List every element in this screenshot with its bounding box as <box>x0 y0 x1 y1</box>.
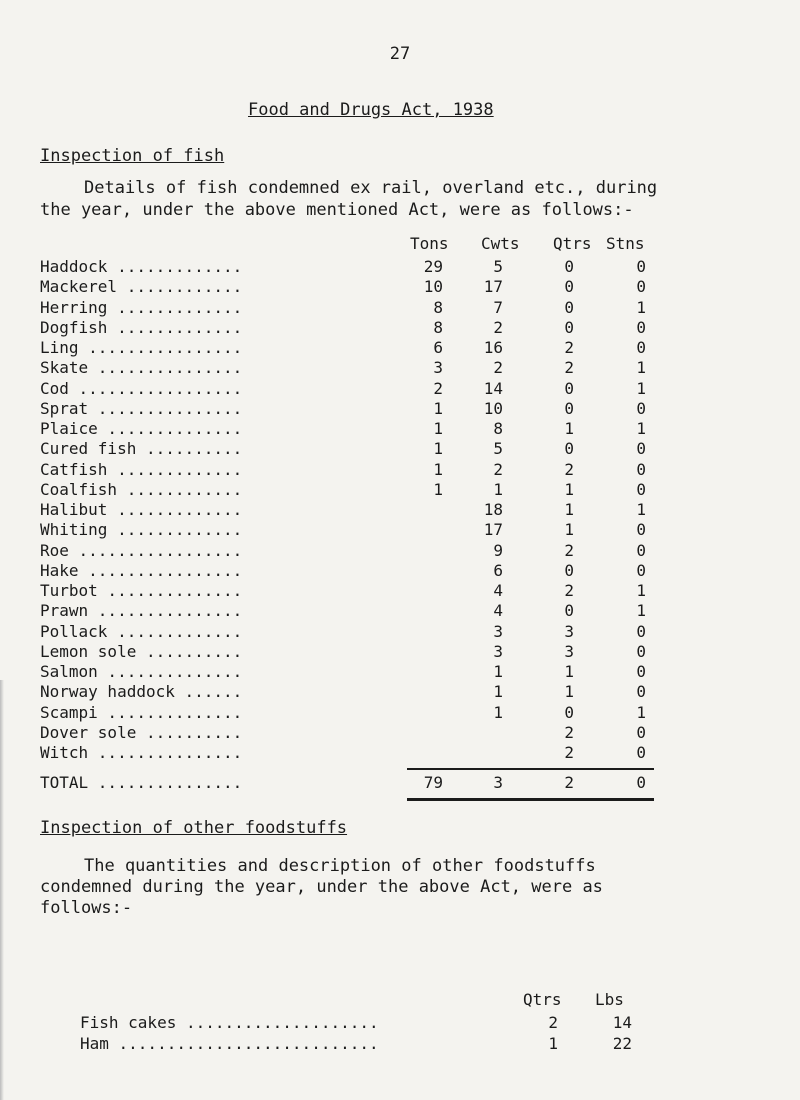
fish-qtrs: 1 <box>564 682 574 701</box>
total-bottom-rule <box>407 798 654 801</box>
foodstuff-lbs: 14 <box>612 1013 632 1032</box>
fish-stns: 0 <box>636 277 646 296</box>
fish-stns: 0 <box>636 460 646 479</box>
fish-qtrs: 0 <box>564 399 574 418</box>
fish-qtrs: 2 <box>564 581 574 600</box>
fish-tons: 3 <box>433 358 443 377</box>
fish-qtrs: 0 <box>564 703 574 722</box>
fish-cwts: 16 <box>483 338 503 357</box>
foodstuffs-intro-line-2: condemned during the year, under the above Act, were as <box>40 877 603 897</box>
fish-cwts: 6 <box>493 561 503 580</box>
fish-name: Catfish ............. <box>40 460 243 479</box>
fish-name: Lemon sole .......... <box>40 642 243 661</box>
fish-cwts: 4 <box>493 581 503 600</box>
fish-cwts: 2 <box>493 460 503 479</box>
fish-cwts: 2 <box>493 358 503 377</box>
fish-name: Herring ............. <box>40 298 243 317</box>
fish-stns: 0 <box>636 561 646 580</box>
fish-qtrs: 3 <box>564 622 574 641</box>
col-qtrs-header-2: Qtrs <box>523 990 562 1009</box>
fish-stns: 0 <box>636 480 646 499</box>
fish-stns: 0 <box>636 743 646 762</box>
fish-cwts: 1 <box>493 480 503 499</box>
foodstuff-name: Ham ........................... <box>80 1034 379 1053</box>
fish-tons: 1 <box>433 460 443 479</box>
fish-qtrs: 0 <box>564 298 574 317</box>
total-cwts: 3 <box>493 773 503 792</box>
fish-cwts: 5 <box>493 257 503 276</box>
fish-qtrs: 0 <box>564 379 574 398</box>
fish-name: Pollack ............. <box>40 622 243 641</box>
fish-cwts: 7 <box>493 298 503 317</box>
fish-name: Dover sole .......... <box>40 723 243 742</box>
total-rule <box>407 768 654 770</box>
fish-cwts: 5 <box>493 439 503 458</box>
fish-tons: 1 <box>433 480 443 499</box>
fish-name: Halibut ............. <box>40 500 243 519</box>
fish-stns: 0 <box>636 399 646 418</box>
fish-qtrs: 2 <box>564 460 574 479</box>
fish-tons: 10 <box>423 277 443 296</box>
fish-stns: 1 <box>636 298 646 317</box>
fish-tons: 8 <box>433 298 443 317</box>
fish-stns: 1 <box>636 500 646 519</box>
col-lbs-header-2: Lbs <box>595 990 624 1009</box>
fish-name: Norway haddock ...... <box>40 682 243 701</box>
fish-qtrs: 1 <box>564 520 574 539</box>
fish-qtrs: 0 <box>564 439 574 458</box>
fish-stns: 0 <box>636 439 646 458</box>
fish-qtrs: 2 <box>564 358 574 377</box>
fish-qtrs: 2 <box>564 541 574 560</box>
fish-cwts: 17 <box>483 520 503 539</box>
fish-qtrs: 0 <box>564 601 574 620</box>
fish-tons: 1 <box>433 419 443 438</box>
fish-name: Cured fish .......... <box>40 439 243 458</box>
fish-stns: 0 <box>636 541 646 560</box>
fish-stns: 1 <box>636 419 646 438</box>
fish-stns: 0 <box>636 723 646 742</box>
fish-qtrs: 1 <box>564 419 574 438</box>
fish-stns: 0 <box>636 682 646 701</box>
fish-qtrs: 0 <box>564 277 574 296</box>
fish-cwts: 10 <box>483 399 503 418</box>
fish-name: Turbot .............. <box>40 581 243 600</box>
total-tons: 79 <box>423 773 443 792</box>
fish-cwts: 18 <box>483 500 503 519</box>
fish-stns: 1 <box>636 379 646 398</box>
fish-tons: 2 <box>433 379 443 398</box>
fish-stns: 1 <box>636 581 646 600</box>
page-number: 27 <box>389 44 411 64</box>
fish-tons: 1 <box>433 439 443 458</box>
fish-cwts: 3 <box>493 642 503 661</box>
fish-intro-line-2: the year, under the above mentioned Act, were as follows:- <box>40 200 634 220</box>
fish-qtrs: 3 <box>564 642 574 661</box>
total-qtrs: 2 <box>564 773 574 792</box>
fish-cwts: 17 <box>483 277 503 296</box>
fish-cwts: 4 <box>493 601 503 620</box>
fish-section-heading: Inspection of fish <box>40 146 225 166</box>
col-cwts-header: Cwts <box>481 234 520 253</box>
fish-qtrs: 2 <box>564 723 574 742</box>
fish-name: Scampi .............. <box>40 703 243 722</box>
fish-stns: 1 <box>636 358 646 377</box>
fish-tons: 1 <box>433 399 443 418</box>
foodstuff-qtrs: 2 <box>548 1013 558 1032</box>
fish-tons: 8 <box>433 318 443 337</box>
col-tons-header: Tons <box>410 234 449 253</box>
fish-qtrs: 2 <box>564 338 574 357</box>
fish-cwts: 8 <box>493 419 503 438</box>
fish-cwts: 3 <box>493 622 503 641</box>
fish-qtrs: 0 <box>564 318 574 337</box>
fish-name: Coalfish ............ <box>40 480 243 499</box>
foodstuffs-intro-line-3: follows:- <box>40 898 133 918</box>
fish-qtrs: 1 <box>564 662 574 681</box>
fish-name: Hake ................ <box>40 561 243 580</box>
fish-qtrs: 2 <box>564 743 574 762</box>
fish-cwts: 1 <box>493 703 503 722</box>
col-qtrs-header: Qtrs <box>553 234 592 253</box>
fish-qtrs: 0 <box>564 561 574 580</box>
fish-qtrs: 0 <box>564 257 574 276</box>
fish-stns: 0 <box>636 622 646 641</box>
fish-name: Sprat ............... <box>40 399 243 418</box>
fish-qtrs: 1 <box>564 480 574 499</box>
fish-name: Prawn ............... <box>40 601 243 620</box>
fish-cwts: 14 <box>483 379 503 398</box>
page-edge-shadow <box>0 680 4 1100</box>
foodstuff-lbs: 22 <box>612 1034 632 1053</box>
fish-name: Mackerel ............ <box>40 277 243 296</box>
foodstuff-name: Fish cakes .................... <box>80 1013 379 1032</box>
fish-cwts: 2 <box>493 318 503 337</box>
fish-name: Cod ................. <box>40 379 243 398</box>
foodstuff-qtrs: 1 <box>548 1034 558 1053</box>
foodstuffs-section-heading: Inspection of other foodstuffs <box>40 818 348 838</box>
fish-stns: 0 <box>636 662 646 681</box>
document-title: Food and Drugs Act, 1938 <box>248 100 494 120</box>
fish-name: Whiting ............. <box>40 520 243 539</box>
fish-tons: 29 <box>423 257 443 276</box>
fish-qtrs: 1 <box>564 500 574 519</box>
fish-cwts: 1 <box>493 662 503 681</box>
fish-name: Haddock ............. <box>40 257 243 276</box>
fish-name: Witch ............... <box>40 743 243 762</box>
fish-cwts: 9 <box>493 541 503 560</box>
fish-name: Roe ................. <box>40 541 243 560</box>
fish-name: Plaice .............. <box>40 419 243 438</box>
fish-stns: 0 <box>636 338 646 357</box>
col-stns-header: Stns <box>606 234 645 253</box>
fish-stns: 0 <box>636 520 646 539</box>
fish-stns: 1 <box>636 703 646 722</box>
fish-intro-line-1: Details of fish condemned ex rail, overland etc., during <box>84 178 658 198</box>
fish-tons: 6 <box>433 338 443 357</box>
fish-stns: 0 <box>636 257 646 276</box>
foodstuffs-intro-line-1: The quantities and description of other foodstuffs <box>84 856 596 876</box>
fish-stns: 0 <box>636 642 646 661</box>
fish-name: Skate ............... <box>40 358 243 377</box>
total-stns: 0 <box>636 773 646 792</box>
fish-stns: 0 <box>636 318 646 337</box>
total-label: TOTAL ............... <box>40 773 243 792</box>
fish-name: Dogfish ............. <box>40 318 243 337</box>
fish-cwts: 1 <box>493 682 503 701</box>
fish-stns: 1 <box>636 601 646 620</box>
fish-name: Salmon .............. <box>40 662 243 681</box>
fish-name: Ling ................ <box>40 338 243 357</box>
